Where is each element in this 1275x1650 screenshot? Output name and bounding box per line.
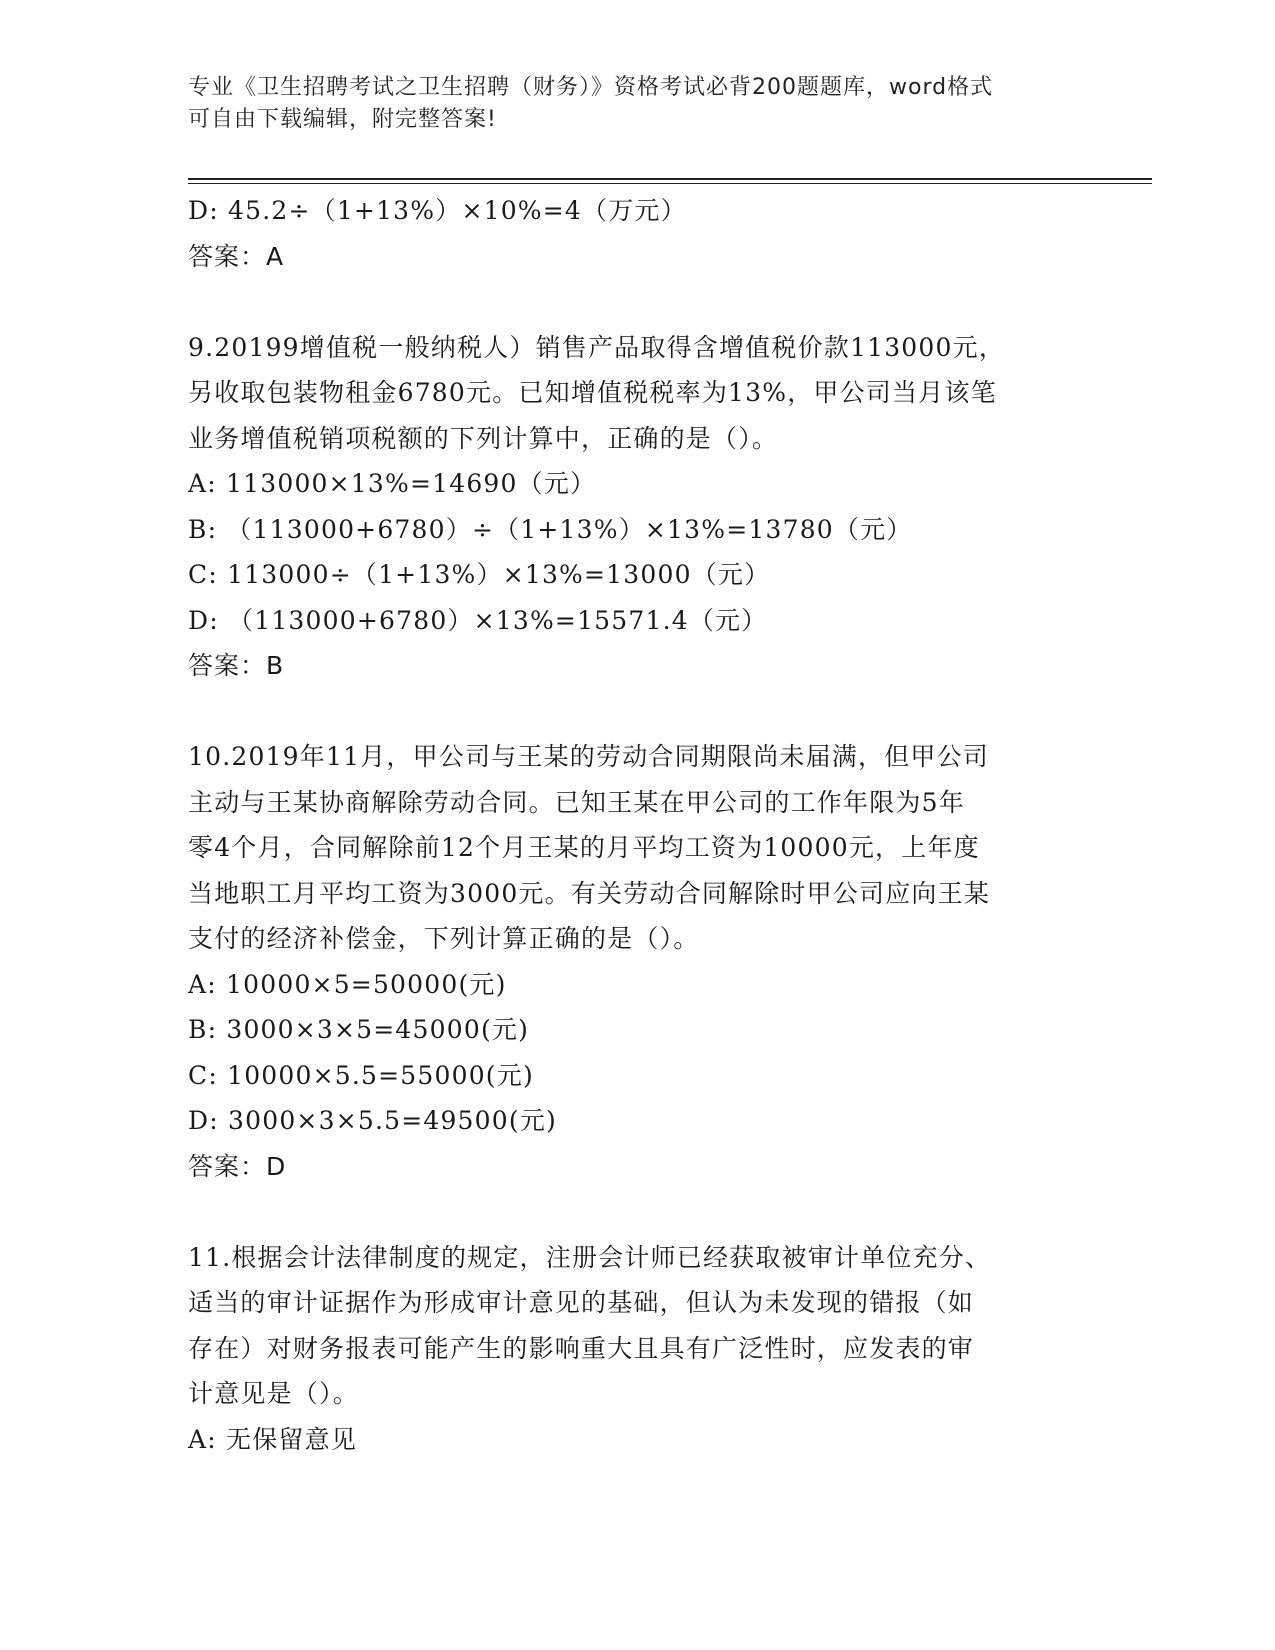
option-a: A: 无保留意见 xyxy=(188,1424,358,1454)
option-b: B: （113000+6780）÷（1+13%）×13%=13780（元） xyxy=(188,514,913,544)
question-stem-line: 当地职工月平均工资为3000元。有关劳动合同解除时甲公司应向王某 xyxy=(188,878,991,908)
answer-line: 答案：B xyxy=(188,651,285,680)
option-c: C: 113000÷（1+13%）×13%=13000（元） xyxy=(188,560,771,589)
header-line-2: 可自由下载编辑，附完整答案! xyxy=(188,107,497,132)
spacer xyxy=(188,1189,1088,1235)
question-stem-line: 计意见是（）。 xyxy=(188,1379,359,1408)
question-11 xyxy=(188,1235,1088,1463)
header-line-1: 专业《卫生招聘考试之卫生招聘（财务）》资格考试必背200题题库，word格式 xyxy=(188,75,994,100)
option-a: A: 113000×13%=14690（元） xyxy=(188,469,597,498)
option-d: D: 3000×3×5.5=49500(元) xyxy=(188,1106,557,1135)
answer-line: 答案：D xyxy=(188,1151,287,1181)
option-a: A: 10000×5=50000(元) xyxy=(188,969,507,999)
question-stem-line: 零4个月，合同解除前12个月王某的月平均工资为10000元，上年度 xyxy=(188,833,980,862)
option-d: D: （113000+6780）×13%=15571.4（元） xyxy=(188,605,768,635)
question-stem-line: 主动与王某协商解除劳动合同。已知王某在甲公司的工作年限为5年 xyxy=(188,787,965,817)
question-stem-line: 业务增值税销项税额的下列计算中，正确的是（）。 xyxy=(188,423,779,453)
header-divider-thin xyxy=(188,183,1152,184)
spacer xyxy=(188,689,1088,735)
spacer xyxy=(188,279,1088,325)
option-d: D: 45.2÷（1+13%）×10%=4（万元） xyxy=(188,196,687,225)
option-b: B: 3000×3×5=45000(元) xyxy=(188,1015,530,1044)
previous-question-tail xyxy=(188,188,1088,279)
question-stem-line: 10.2019年11月，甲公司与王某的劳动合同期限尚未届满，但甲公司 xyxy=(188,742,989,771)
question-10 xyxy=(188,734,1088,1189)
header-divider-thick xyxy=(188,178,1152,180)
document-body xyxy=(188,188,1088,1462)
question-stem-line: 11.根据会计法律制度的规定，注册会计师已经获取被审计单位充分、 xyxy=(188,1242,992,1272)
question-stem-line: 适当的审计证据作为形成审计意见的基础，但认为未发现的错报（如 xyxy=(188,1288,975,1317)
question-stem-line: 9.20199增值税一般纳税人）销售产品取得含增值税价款113000元， xyxy=(188,332,1006,362)
document-header xyxy=(188,72,1068,136)
option-c: C: 10000×5.5=55000(元) xyxy=(188,1060,534,1090)
question-stem-line: 另收取包装物租金6780元。已知增值税税率为13%，甲公司当月该笔 xyxy=(188,378,997,407)
answer-line: 答案：A xyxy=(188,241,285,271)
question-9 xyxy=(188,325,1088,689)
question-stem-line: 存在）对财务报表可能产生的影响重大且具有广泛性时，应发表的审 xyxy=(188,1333,975,1363)
question-stem-line: 支付的经济补偿金，下列计算正确的是（）。 xyxy=(188,924,700,953)
